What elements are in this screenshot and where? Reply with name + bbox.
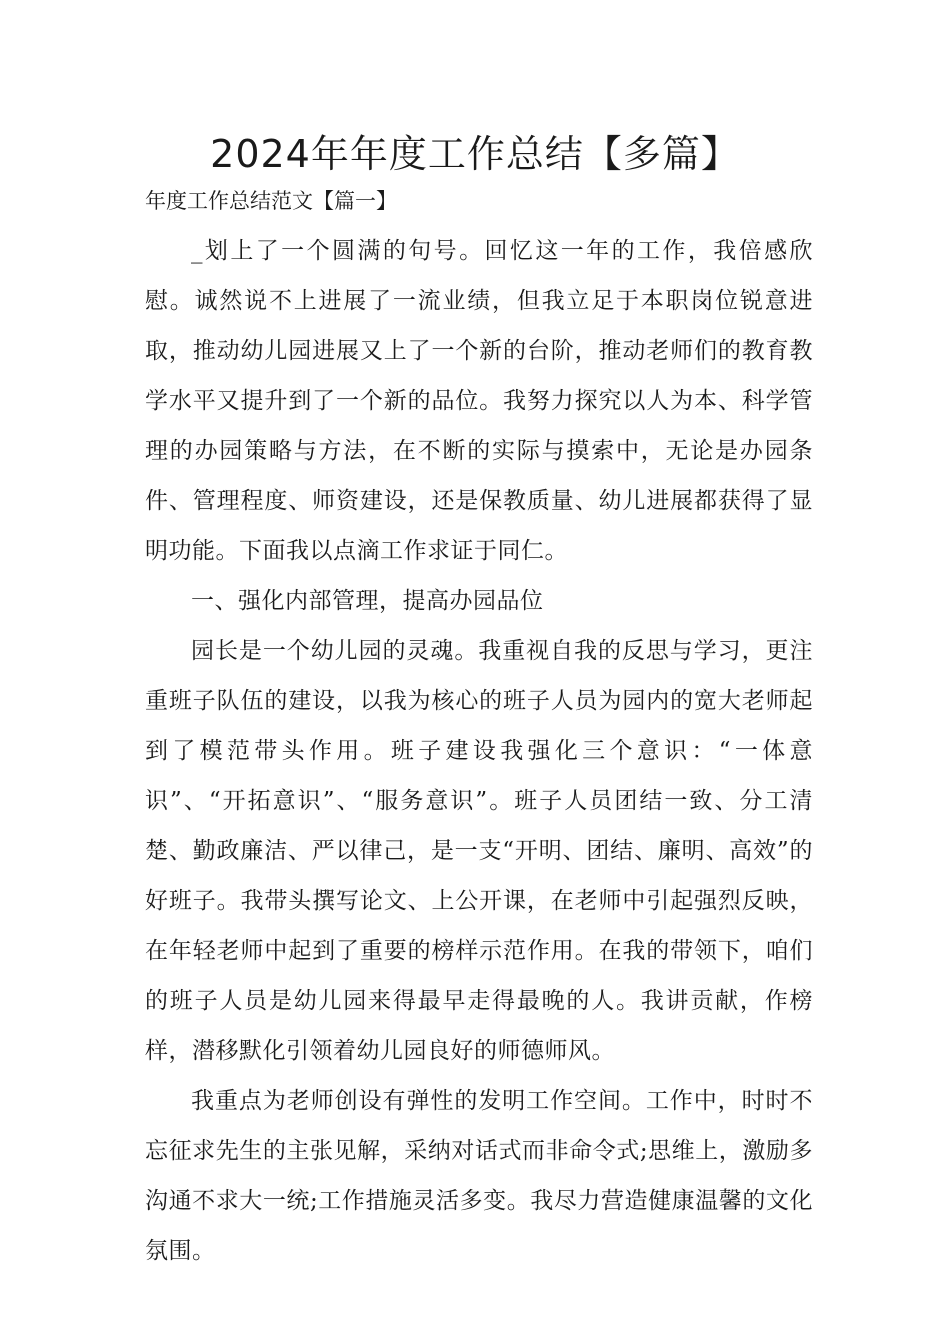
document-body [145,226,813,1276]
document-title: 2024年年度工作总结【多篇】 [210,132,740,176]
paragraph-leadership: 园长是一个幼儿园的灵魂。我重视自我的反思与学习，更注重班子队伍的建设，以我为核心的班子人员为园内的宽大老师起到了模范带头作用。班子建设我强化三个意识：“一体意识”、“开拓意识”、“服务意识”。班子人员团结一致、分工清楚、勤政廉洁、严以律己，是一支“开明、团结、廉明、高效”的好班子。我带头撰写论文、上公开课，在老师中引起强烈反映，在年轻老师中起到了重要的榜样示范作用。在我的带领下，咱们的班子人员是幼儿园来得最早走得最晚的人。我讲贡献，作榜样，潜移默化引领着幼儿园良好的师德师风。 [145,638,813,1064]
paragraph-work-space: 我重点为老师创设有弹性的发明工作空间。工作中，时时不忘征求先生的主张见解，采纳对话式而非命令式;思维上，激励多沟通不求大一统;工作措施灵活多变。我尽力营造健康温馨的文化氛围。 [145,1088,813,1264]
paragraph-intro: _划上了一个圆满的句号。回忆这一年的工作，我倍感欣慰。诚然说不上进展了一流业绩，但我立足于本职岗位锐意进取，推动幼儿园进展又上了一个新的台阶，推动老师们的教育教学水平又提升到了一个新的品位。我努力探究以人为本、科学管理的办园策略与方法，在不断的实际与摸索中，无论是办园条件、管理程度、师资建设，还是保教质量、幼儿进展都获得了显明功能。下面我以点滴工作求证于同仁。 [145,238,813,564]
paragraph-section-heading: 一、强化内部管理，提高办园品位 [191,588,544,614]
section-heading: 年度工作总结范文【篇一】 [145,189,397,213]
